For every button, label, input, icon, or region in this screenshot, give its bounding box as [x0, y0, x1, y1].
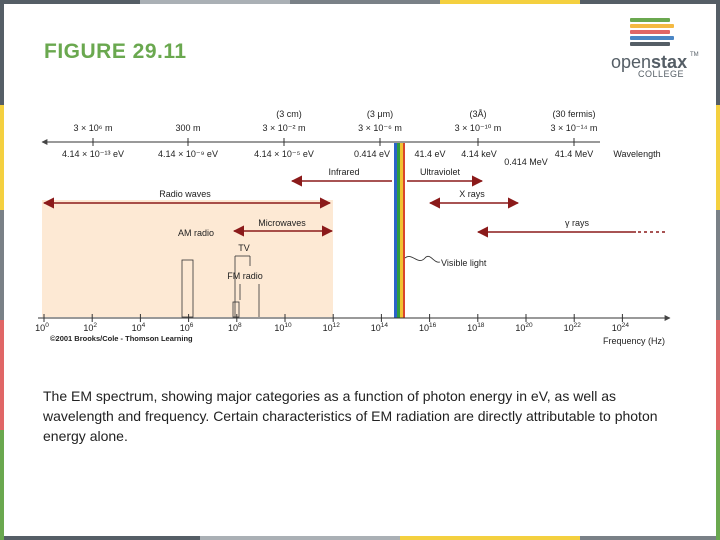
energy-value: 4.14 × 10⁻⁵ eV: [254, 149, 314, 159]
radio-waves-label: Radio waves: [159, 189, 211, 199]
frequency-tick-label: $10^4$: [131, 322, 146, 333]
fm-radio-label: FM radio: [227, 271, 263, 281]
microwaves-label: Microwaves: [258, 218, 306, 228]
logo-word-open: open: [611, 52, 652, 72]
logo-college: COLLEGE: [638, 69, 685, 79]
energy-value: 41.4 MeV: [554, 149, 594, 159]
energy-value: 4.14 × 10⁻⁹ eV: [158, 149, 218, 159]
xrays-label: X rays: [459, 189, 485, 199]
frequency-tick-label: $10^8$: [227, 322, 242, 333]
frequency-axis-label: Frequency (Hz): [603, 336, 666, 346]
visible-stripe-yellow: [400, 143, 403, 318]
wavelength-special-label: (3Å): [469, 109, 487, 119]
figure-caption: The EM spectrum, showing major categories as a function of photon energy in eV, as well as wavelength and frequency. Certain characteristics of EM radiation are directly attributable to photon energy alone.: [43, 388, 658, 444]
copyright-notice: ©2001 Brooks/Cole - Thomson Learning: [50, 334, 193, 343]
energy-value: 41.4 eV: [414, 149, 446, 159]
frequency-tick-label: $10^{22}$: [563, 322, 581, 333]
wavelength-special-label: (30 fermis): [552, 109, 596, 119]
ultraviolet-label: Ultraviolet: [419, 167, 461, 177]
frequency-tick-label: $10^{14}$: [370, 322, 389, 333]
wavelength-value: 3 × 10⁻² m: [262, 123, 306, 133]
slide-title: FIGURE 29.11: [44, 40, 187, 63]
energy-value: 4.14 × 10⁻¹³ eV: [61, 149, 125, 159]
visible-light-label: Visible light: [441, 258, 487, 268]
logo-trademark: TM: [690, 52, 699, 58]
energy-value: 4.14 keV: [461, 149, 497, 159]
wavelength-special-label: (3 cm): [276, 109, 302, 119]
tv-label: TV: [238, 243, 250, 253]
energy-value-extra: 0.414 MeV: [504, 157, 548, 167]
visible-light-pointer: [405, 256, 440, 262]
frequency-tick-label: $10^6$: [179, 322, 194, 333]
energy-value: 0.414 eV: [353, 149, 391, 159]
frequency-tick-label: $10^2$: [83, 322, 98, 333]
wavelength-value: 3 × 10⁻⁶ m: [358, 123, 402, 133]
frequency-tick-label: $10^0$: [35, 322, 49, 333]
frequency-tick-label: $10^{16}$: [418, 322, 437, 333]
visible-stripe-red: [403, 143, 405, 318]
infrared-label: Infrared: [328, 167, 360, 177]
wavelength-value: 300 m: [175, 123, 201, 133]
wavelength-value: 3 × 10⁻¹⁰ m: [454, 123, 502, 133]
visible-stripe-green: [397, 143, 400, 318]
gamma-rays-label: γ rays: [564, 218, 590, 228]
frequency-tick-label: $10^{20}$: [515, 322, 533, 333]
frequency-tick-label: $10^{10}$: [274, 322, 292, 333]
wavelength-value: 3 × 10⁻¹⁴ m: [550, 123, 598, 133]
visible-stripe-blue: [394, 143, 397, 318]
am-radio-label: AM radio: [177, 228, 215, 238]
wavelength-special-label: (3 μm): [366, 109, 394, 119]
frequency-tick-label: $10^{18}$: [467, 322, 485, 333]
frequency-tick-label: $10^{24}$: [611, 322, 630, 333]
wavelength-value: 3 × 10⁶ m: [73, 123, 113, 133]
wavelength-axis-label: Wavelength: [613, 149, 661, 159]
frequency-tick-label: $10^{12}$: [322, 322, 340, 333]
logo-word-stax: stax: [651, 52, 688, 72]
